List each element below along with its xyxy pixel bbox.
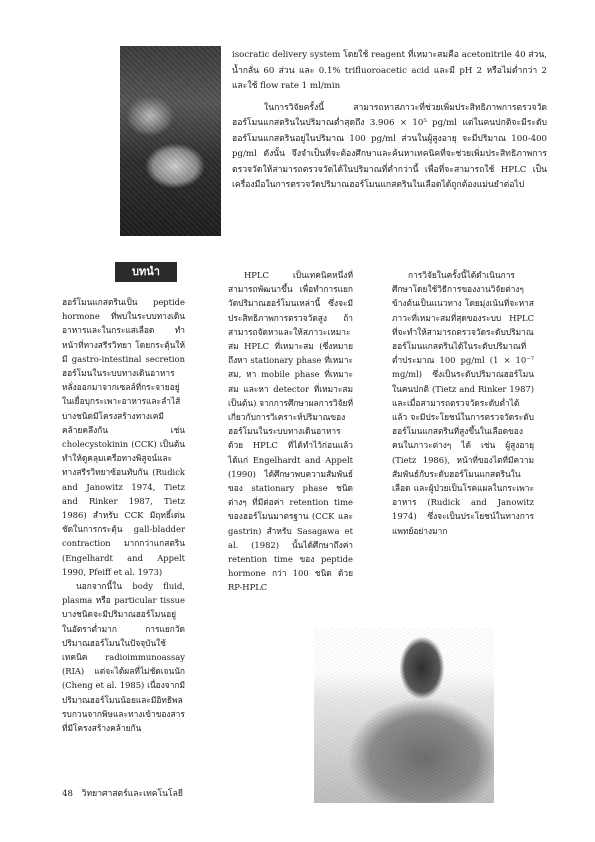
- column-3: [392, 268, 534, 538]
- page-number: 48: [62, 789, 73, 799]
- column-1-paragraph-1: ฮอร์โมนแกสตรินเป็น peptide hormone ที่พบในระบบทางเดินอาหารและในกระแสเลือด ทำหน้าที่ทางสรีรวิทยา โดยกระตุ้นให้มี gastro-intestinal secretion ฮอร์โมนในระบบทางเดินอาหารหลั่งออกมาจากเซลล์ที่กระจายอยู่ในเยื่อบุกระเพาะอาหารและลำไส้ บางชนิดมีโครงสร้างทางเคมีคล้ายคลึงกัน เช่น cholecystokinin (CCK) เป็นต้น ทำให้ดูคลุมเครือทางพิสูจน์และทางสรีรวิทยาซ้อนทับกัน (Rudick and Janowitz 1974, Tietz and Rinker 1987, Tietz 1986) สำหรับ CCK มีฤทธิ์เด่นชัดในการกระตุ้น gall-bladder contraction มากกว่าแกสตริน (Engelhardt and Appelt 1990, Pfeiff et al. 1973): [62, 297, 185, 577]
- top-photo: [120, 46, 221, 236]
- page-footer: [62, 786, 189, 800]
- column-2-paragraph-1: HPLC เป็นเทคนิคหนึ่งที่สามารถพัฒนาขึ้น เพื่อทำการแยกวัดปริมาณฮอร์โมนเหล่านี้ ซึ่งจะมีประสิทธิภาพการตรวจวัดสูง ถ้าสามารถจัดหาและให้สภาวะเหมาะสม HPLC ที่เหมาะสม (ซึ่งหมายถึงหา stationary phase ที่เหมาะสม, หา mobile phase ที่เหมาะสม และหา detector ที่เหมาะสม เป็นต้น) จากการศึกษาผลการวิจัยที่เกี่ยวกับการวิเคราะห์ปริมาณของฮอร์โมนในระบบทางเดินอาหารด้วย HPLC ที่ได้ทำไว้ก่อนแล้ว ได้แก่ Engelhardt and Appelt (1990) ได้ศึกษาพบความสัมพันธ์ของ stationary phase ชนิดต่างๆ ที่มีต่อค่า retention time ของฮอร์โมนมาตรฐาน (CCK และ gastrin) สำหรับ Sasagawa et al. (1982) นั้นได้ศึกษาถึงค่า retention time ของ peptide hormone กว่า 100 ชนิด ด้วย RP-HPLC: [228, 270, 353, 593]
- column-2: [228, 268, 353, 595]
- journal-name: วิทยาศาสตร์และเทคโนโลยี: [81, 789, 183, 799]
- paragraph-delivery-system: isocratic delivery system โดยใช้ reagent ที่เหมาะสมคือ acetonitrile 40 ส่วน, น้ำกลั่น 60 ส่วน และ 0.1% trifluoroacetic acid และมี pH 2 หรือไม่ต่ำกว่า 2 และใช้ flow rate 1 ml/min: [232, 50, 547, 91]
- section-heading: บทนำ: [115, 262, 177, 282]
- column-1-paragraph-2: นอกจากนี้ใน body fluid, plasma หรือ particular tissue บางชนิดจะมีปริมาณฮอร์โมนอยู่ในอัตราต่ำมาก การแยกวัดปริมาณฮอร์โมนในปัจจุบันใช้เทคนิค radioimmunoassay (RIA) แต่จะได้ผลที่ไม่ชัดเจนนัก (Cheng et al. 1985) เนื่องจากมีปริมาณฮอร์โมนน้อยและมีอิทธิพลรบกวนจากพิษและทางเข้าของสารที่มีโครงสร้างคล้ายกัน: [62, 581, 185, 734]
- bottom-photo: [314, 628, 494, 803]
- paragraph-research-summary: ในการวิจัยครั้งนี้ สามารถหาสภาวะที่ช่วยเพิ่มประสิทธิภาพการตรวจวัดฮอร์โมนแกสตรินในปริมาณต่ำสุดถึง 3.906 × 10⁵ pg/ml แต่ในคนปกติจะมีระดับฮอร์โมนแกสตรินอยู่ในปริมาณ 100 pg/ml ส่วนในผู้สูงอายุ จะมีปริมาณ 100-400 pg/ml ดังนั้น จึงจำเป็นที่จะต้องศึกษาและค้นหาเทคนิคที่จะช่วยเพิ่มประสิทธิภาพการตรวจวัดให้สามารถตรวจวัดได้ในปริมาณที่ต่ำกว่านี้ เพื่อที่จะสามารถใช้ HPLC เป็นเครื่องมือในการตรวจวัดปริมาณฮอร์โมนแกสตรินในเลือดได้ถูกต้องแม่นยำต่อไป: [232, 102, 547, 190]
- column-3-paragraph-1: การวิจัยในครั้งนี้ได้ดำเนินการศึกษาโดยใช้วิธีการของงานวิจัยต่างๆ ข้างต้นเป็นแนวทาง โดยมุ่งเน้นที่จะหาสภาวะที่เหมาะสมที่สุดของระบบ HPLC ที่จะทำให้สามารถตรวจวัดระดับปริมาณฮอร์โมนแกสตรินได้ในระดับปริมาณที่ต่ำประมาณ 100 pg/ml (1 × 10⁻⁷ mg/ml) ซึ่งเป็นระดับปริมาณฮอร์โมนในคนปกติ (Tietz and Rinker 1987) และเมื่อสามารถตรวจวัดระดับต่ำได้แล้ว จะมีประโยชน์ในการตรวจวัดระดับฮอร์โมนแกสตรินที่สูงขึ้นในเลือดของคนในภาวะต่างๆ ได้ เช่น ผู้สูงอายุ (Tietz 1986), หน้าที่ของไตที่มีความสัมพันธ์กับระดับฮอร์โมนแกสตรินในเลือด และผู้ป่วยเป็นโรคแผลในกระเพาะอาหาร (Rudick and Janowitz 1974) ซึ่งจะเป็นประโยชน์ในทางการแพทย์อย่างมาก: [392, 270, 534, 536]
- intro-continuation: [232, 48, 547, 194]
- column-1: [62, 295, 185, 735]
